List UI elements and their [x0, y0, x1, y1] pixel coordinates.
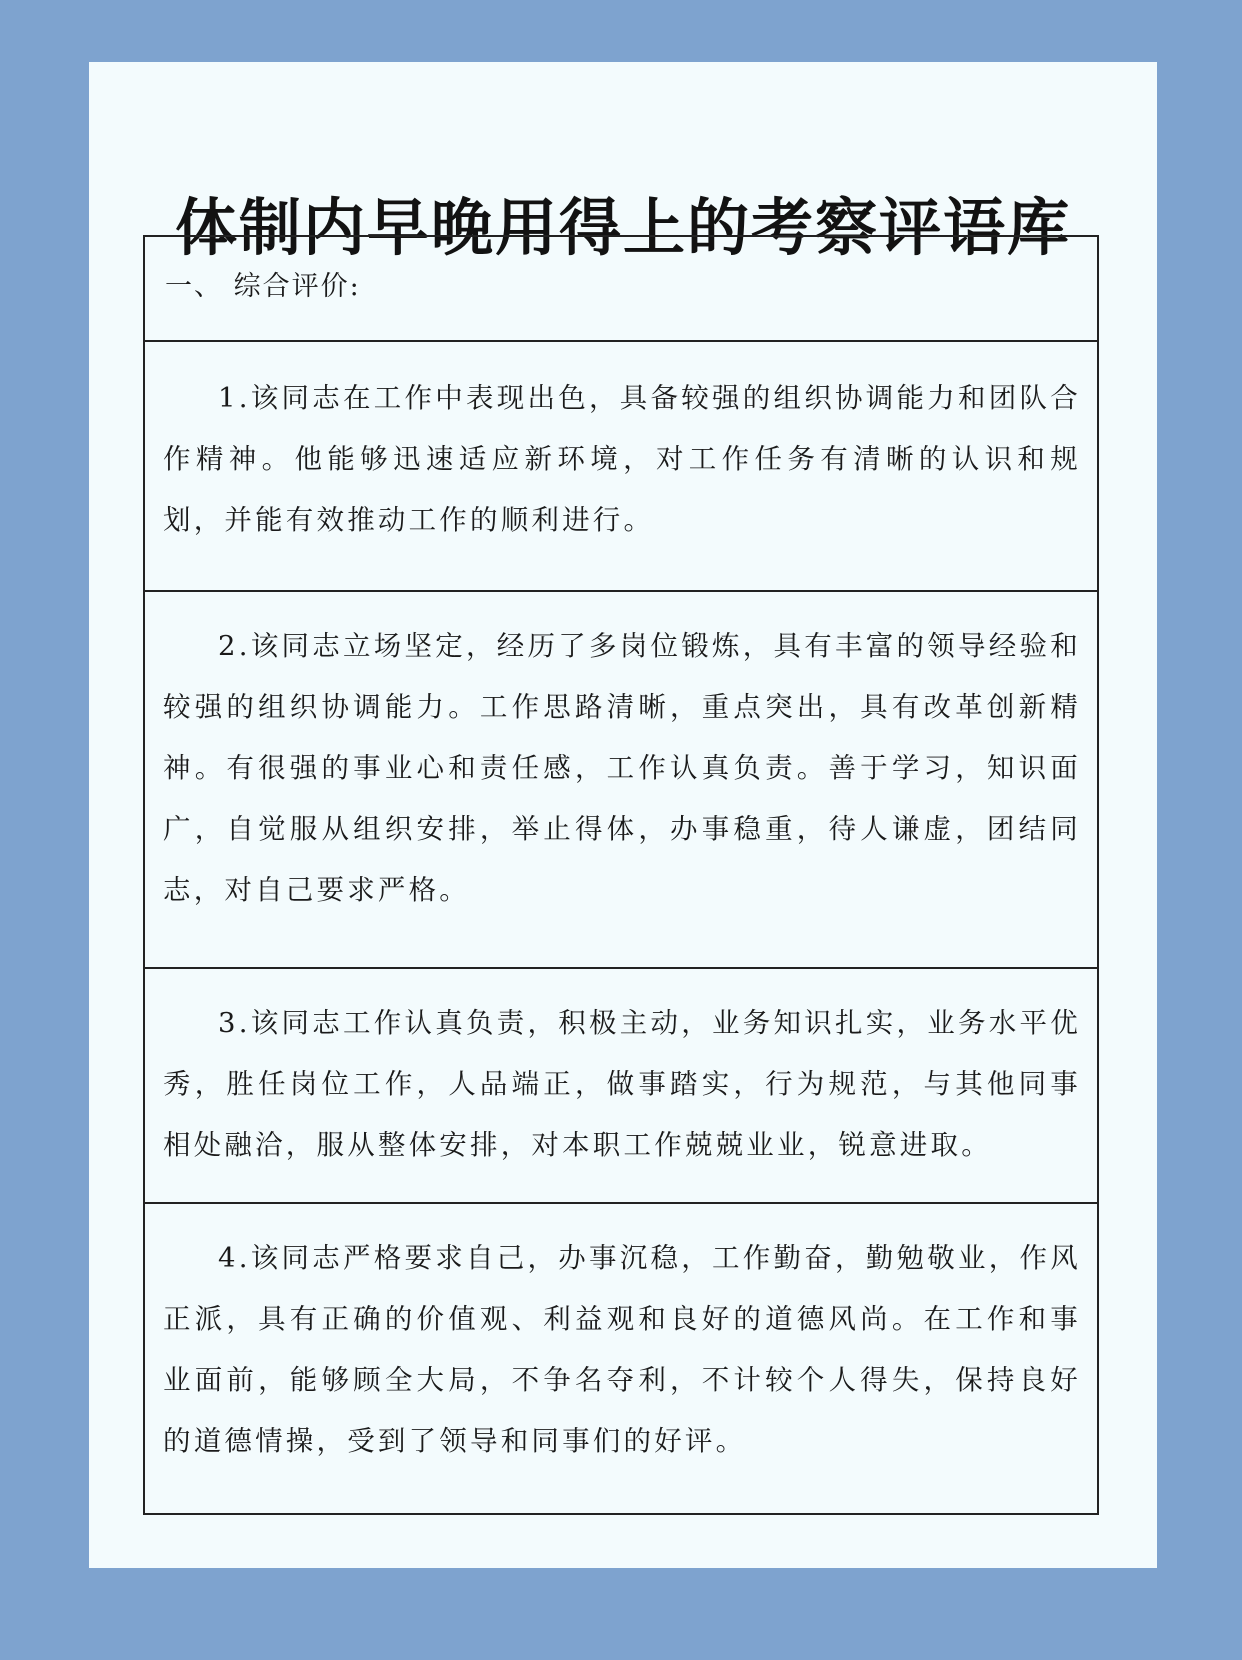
evaluation-entry-row — [145, 592, 1097, 969]
section-header-row — [145, 237, 1097, 342]
document-title: 体制内早晚用得上的考察评语库 — [174, 191, 1071, 264]
evaluation-entry-4: 4.该同志严格要求自己，办事沉稳，工作勤奋，勤勉敬业，作风正派，具有正确的价值观、利益观和良好的道德风尚。在工作和事业面前，能够顾全大局，不争名夺利，不计较个人得失，保持良好的道德情操，受到了领导和同事们的好评。 — [163, 1242, 1081, 1457]
evaluation-entry-2: 2.该同志立场坚定，经历了多岗位锻炼，具有丰富的领导经验和较强的组织协调能力。工作思路清晰，重点突出，具有改革创新精神。有很强的事业心和责任感，工作认真负责。善于学习，知识面广，自觉服从组织安排，举止得体，办事稳重，待人谦虚，团结同志，对自己要求严格。 — [163, 630, 1081, 906]
evaluation-table — [143, 235, 1099, 1515]
evaluation-entry-row — [145, 1204, 1097, 1513]
section-heading: 一、 综合评价: — [165, 271, 361, 302]
evaluation-entry-row — [145, 969, 1097, 1204]
evaluation-entry-row — [145, 342, 1097, 592]
evaluation-entry-3: 3.该同志工作认真负责，积极主动，业务知识扎实，业务水平优秀，胜任岗位工作，人品端正，做事踏实，行为规范，与其他同事相处融洽，服从整体安排，对本职工作兢兢业业，锐意进取。 — [163, 1007, 1081, 1161]
evaluation-entry-1: 1.该同志在工作中表现出色，具备较强的组织协调能力和团队合作精神。他能够迅速适应新环境，对工作任务有清晰的认识和规划，并能有效推动工作的顺利进行。 — [163, 382, 1081, 536]
